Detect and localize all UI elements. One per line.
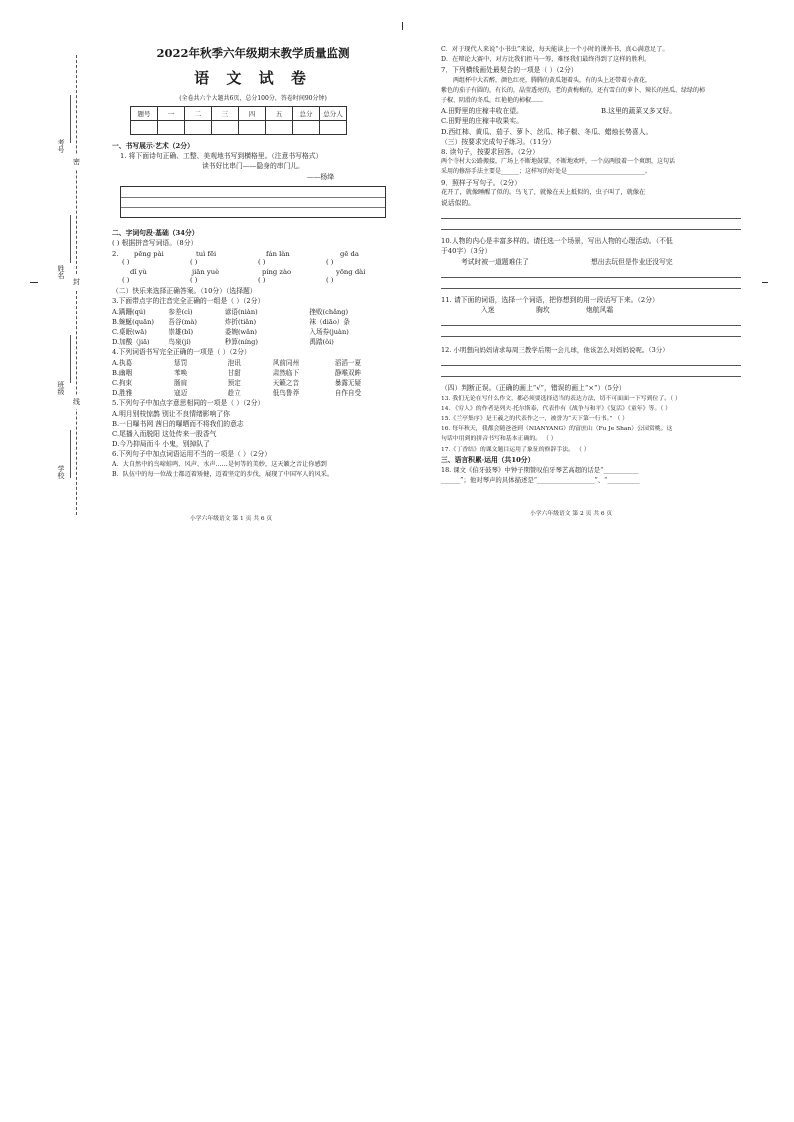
option: B.这里的蔬菜又多又好。 <box>601 107 677 116</box>
judge-item: 17.《丁香结》的课文题目运用了象征的修辞手法。 （ ） <box>441 446 590 453</box>
seal-char-mi: 密 <box>73 155 80 169</box>
question-4: 4.下列词语书写完全正确的一项是（ ）（2分） <box>112 348 251 357</box>
q3-options <box>112 307 394 348</box>
subsection-3: （三）按要求完成句子练习。（11分） <box>441 137 555 146</box>
option: B.幽咽 <box>112 368 133 377</box>
option: B.蜿蜒(quān) <box>112 317 154 326</box>
writing-box[interactable] <box>120 186 386 218</box>
option: 挫败(chǎng) <box>309 307 349 316</box>
score-header: 二 <box>185 107 212 121</box>
answer-line[interactable] <box>441 315 741 326</box>
option: 寇迈 <box>174 389 188 398</box>
option: 趁立 <box>227 389 241 398</box>
word: 炮航风霜 <box>586 306 614 315</box>
option: 泡讯 <box>227 358 241 367</box>
binding-label-banji: 班级 <box>57 381 65 395</box>
score-header: 三 <box>212 107 239 121</box>
pinyin-item: yōng dài <box>336 268 366 277</box>
answer-line[interactable] <box>441 326 741 337</box>
kaohao-line <box>70 95 71 143</box>
option: 惩罚 <box>174 358 188 367</box>
binding-label-xuexiao: 学校 <box>57 465 65 479</box>
score-table <box>130 106 347 135</box>
question-10: 10.人物的内心是丰富多样的。请任选一个场景，写出人物的心理活动。（不低 <box>441 237 673 246</box>
page-footer-2: 小学六年级语文 第 2 页 共 6 页 <box>530 511 613 517</box>
score-header: 题号 <box>131 107 158 121</box>
option: 想出去玩但是作业还没写完 <box>591 257 673 266</box>
question-5: 5.下列句子中加点字意思相同的一项是（ ）（2分） <box>112 399 265 408</box>
answer-line[interactable] <box>441 366 741 377</box>
score-cell[interactable] <box>293 121 320 135</box>
option: 自作自受 <box>334 389 362 398</box>
answer-line[interactable] <box>441 267 741 278</box>
pinyin-row-1 <box>112 250 394 258</box>
option: 苯唤 <box>174 368 188 377</box>
option: C.桌眠(wā) <box>112 328 147 337</box>
option: 炸折(tiǎn) <box>224 317 257 326</box>
score-header: 一 <box>158 107 185 121</box>
answer-row-2 <box>112 276 394 284</box>
judge-item: 16. 每年秋天，我都会随爸爸到（NIANYANG）的富庶山（Fu Je Shan）公园赏桃。这 <box>441 426 673 433</box>
option: C.拘束 <box>112 379 133 388</box>
binding-label-kaohao: 考号 <box>57 139 65 153</box>
pinyin-item: jiān yuè <box>192 268 220 277</box>
option: 崇雄(bǐ) <box>168 328 194 337</box>
word: 胸坎 <box>536 306 550 315</box>
judge-item: 14. 《穷人》的作者是列夫·托尔斯泰，代表作有《战争与和平》《复活》《童年》等。（ ） <box>441 405 671 412</box>
answer-row-1 <box>112 258 394 266</box>
option: C.田野里的庄稼丰收果实。 <box>441 117 523 126</box>
answer-line[interactable] <box>441 355 741 366</box>
registration-mark-right <box>762 282 768 283</box>
word: 入迷 <box>481 306 495 315</box>
option: 委婉(wǎn) <box>224 328 257 337</box>
pinyin-item: fán làn <box>266 250 290 259</box>
score-cell[interactable] <box>320 121 347 135</box>
score-header: 四 <box>239 107 266 121</box>
section-1-title: 一、书写展示·艺术（2分） <box>112 142 194 150</box>
answer-blank[interactable]: ( ) <box>122 258 130 267</box>
answer-blank[interactable]: ( ) <box>190 258 198 267</box>
answer-line[interactable] <box>441 278 741 289</box>
q8-text-2: 采用的修辞手法主要是______；这样写的好处是__________________________。 <box>441 168 652 176</box>
option: 预定 <box>227 379 241 388</box>
judge-item: 句话中用到的拼音书写和基本正确的。 （ ） <box>441 436 557 443</box>
option: 肃然临下 <box>272 368 300 377</box>
option: D.加酸（jiā) <box>112 338 150 347</box>
option: A.明月别枝惊鹊 别让不良情绪影响了你 <box>112 409 230 418</box>
option: A.执葛 <box>112 358 133 367</box>
option: 静喉双眸 <box>334 368 362 377</box>
score-cell[interactable] <box>131 121 158 135</box>
answer-blank[interactable]: ( ) <box>326 276 334 285</box>
subsection-4: （四）判断正误。（正确的画上“√”，错误的画上“×”）（5分） <box>441 384 626 393</box>
q7-passage-line: 紫色的茄子有圆的，有长的，晶莹透亮的，老的黄梅梅的，还有雪白的萝卜、辣长的丝瓜、绿绿的柿 <box>441 86 706 94</box>
answer-blank[interactable]: ( ) <box>190 276 198 285</box>
q9-text-2: 说话似的。 <box>441 199 475 208</box>
registration-mark-left <box>30 282 38 283</box>
question-12: 12. 小明想向妈妈请求每周三教学后期一会儿球，他该怎么对妈妈说呢。（3分） <box>441 346 669 355</box>
option: 入场券(juàn) <box>309 328 349 337</box>
score-cell[interactable] <box>185 121 212 135</box>
answer-line[interactable] <box>441 208 741 219</box>
option: 天籁之音 <box>272 379 300 388</box>
q7-passage-line: 两组杯中大若醉，颜色红亮，腾腾的黄瓜翅着头，有的头上还带着小黄花， <box>453 76 652 84</box>
judge-item: 15.《兰亭集序》是王羲之的代表作之一，被誉为“天下第一行书。” （ ） <box>441 416 629 423</box>
answer-line[interactable] <box>441 219 741 230</box>
pinyin-row-2 <box>112 268 394 276</box>
page-2 <box>441 45 741 486</box>
seal-char-feng: 封 <box>73 275 80 289</box>
score-cell[interactable] <box>158 121 185 135</box>
option: 风前同州 <box>272 358 300 367</box>
page-1 <box>112 45 394 480</box>
score-cell[interactable] <box>266 121 293 135</box>
binding-margin <box>52 55 104 515</box>
exam-title: 2022年秋季六年级期末教学质量监测 <box>156 46 350 60</box>
option: B.一日曝书网 茜日的曝晒而不将我们的意志 <box>112 419 244 428</box>
option: 低鸟鲁莽 <box>272 389 300 398</box>
binding-label-xingming: 姓名 <box>57 265 65 279</box>
answer-blank[interactable]: ( ) <box>326 258 334 267</box>
exam-subtitle: 语 文 试 卷 <box>194 69 312 87</box>
score-header: 总分人 <box>320 107 347 121</box>
page-footer-1: 小学六年级语文 第 1 页 共 6 页 <box>190 516 273 522</box>
option: 鸟泉(jí) <box>168 338 191 347</box>
option: 吾谷(mà) <box>168 317 197 326</box>
score-header: 总分 <box>293 107 320 121</box>
pinyin-item: píng zào <box>262 268 292 277</box>
xuexiao-line <box>70 430 71 478</box>
judge-item: 13. 我们无论在写什么作文，都必须要选择适当的表达方法，切不可面面一下写到位了。（ ） <box>441 395 681 402</box>
option: D.胜雅 <box>112 389 133 398</box>
option: 禹踏(ǒi) <box>309 338 334 347</box>
option: B．队伍中的每一位战士都迈着矫健，迈着坚定的步伐，展现了中国军人的风采。 <box>112 470 334 478</box>
score-header: 五 <box>266 107 293 121</box>
section-3-title: 三、语言积累·运用（共10分） <box>441 455 535 464</box>
score-cell[interactable] <box>212 121 239 135</box>
option: C．对于现代人来说“小书虫”来说，每天能读上一个小时的课外书，真心满意足了。 <box>441 46 669 53</box>
q9-text: 花开了，就像睡醒了似的。鸟飞了，就像在天上抵似的，虫子叫了，就像在 <box>441 188 646 196</box>
score-cell[interactable] <box>239 121 266 135</box>
question-3: 3.下面带点字的注音完全正确的一组是（ ）（2分） <box>112 297 265 306</box>
answer-blank[interactable]: ( ) <box>258 258 266 267</box>
q10-options <box>441 257 741 267</box>
exam-note: (全卷共六个大题共6页，总分100分，答卷时间90分钟) <box>179 95 327 102</box>
option: 袜（diāo）条 <box>309 317 350 326</box>
poem-author: ——杨绛 <box>306 172 334 181</box>
poem-text: 读书好比串门——隐身的串门儿。 <box>202 162 304 171</box>
q7-passage-line: 子椒、阴滑的冬瓜，红艳艳的柿椒…… <box>441 97 544 105</box>
pinyin-item: pēng pài <box>134 250 164 259</box>
q8-text: 两个寺村大公路搬接，广场上不断地鼓掌，不断地欢呼，一个高两股着一个爽朗，这句话 <box>441 158 676 166</box>
option: A.蹒跚(qú) <box>112 307 146 316</box>
option: 谚语(niàn) <box>224 307 258 316</box>
answer-blank[interactable]: ( ) <box>122 276 130 285</box>
question-6: 6.下列句子中加点词语运用不当的一项是（ ）（2分） <box>112 450 272 459</box>
option: C.尾播入而脱阳 这处传来一股香气 <box>112 430 217 439</box>
subsection-1: ( ) 根据拼音写词语。（8分） <box>112 239 198 248</box>
pinyin-item: gē da <box>340 250 359 259</box>
option: A.田野里的庄稼丰收在望。 <box>441 107 523 116</box>
question-7: 7．下列横线画处最契合的一项是（ ）（2分） <box>441 66 578 75</box>
answer-blank[interactable]: ( ) <box>258 276 266 285</box>
question-10-cont: 于40字）（3分） <box>441 247 492 256</box>
question-18-cont: ______”；他对琴声的具体描述是“__________________”、“__________ <box>441 476 640 485</box>
option: 考试时被一道题难住了 <box>461 257 529 266</box>
option: D．在辩论大赛中，对方比我们拒马一筹，难怪我们最终得到了这样的胜利。 <box>441 56 651 64</box>
question-1: 1. 将下面诗句正确、工整、美观地书写到横格里。（注意书写格式） <box>120 152 323 161</box>
option: D.西红柿、黄瓜、茄子、萝卜、丝瓜、柿子椒、冬瓜、蜡烛长势喜人。 <box>441 127 653 136</box>
option: 甘甜 <box>227 368 241 377</box>
option: D.今乃抑局而斗 小鬼，别掉队了 <box>112 440 210 449</box>
section-2-title: 二、字词句段·基础（34分） <box>112 228 199 237</box>
q4-options <box>112 358 394 399</box>
question-11: 11. 请下面的词语，选择一个词语，把你想到的用一段话写下来。（2分） <box>441 295 659 304</box>
pinyin-item: tuì fēi <box>196 250 217 259</box>
pinyin-item: dǐ yù <box>130 268 147 277</box>
q7-option-row <box>441 106 741 116</box>
registration-mark-top <box>402 22 403 30</box>
option: 肠肩 <box>174 379 188 388</box>
xingming-line <box>70 215 71 263</box>
question-8: 8. 读句子，按要求回答。（2分） <box>441 148 539 157</box>
q11-words <box>441 305 741 315</box>
option: A．大自然中的鸟啼蛙鸣、风声、水声……是何等的美妙，这天籁之音让你感到 <box>112 460 327 468</box>
option: 秒算(níng) <box>224 338 258 347</box>
option: 参差(cì) <box>168 307 193 316</box>
question-2-number: 2. <box>112 250 119 259</box>
subsection-2: （二）快乐来选择正确答案。（10分）（选择题） <box>112 287 257 296</box>
banji-line <box>70 335 71 383</box>
question-18: 18. 课文《伯牙鼓琴》中钟子期赞叹伯牙琴艺高超的话是“___________ <box>441 466 639 475</box>
option: 滔滔一夏 <box>334 358 362 367</box>
option: 暴露无疑 <box>334 379 362 388</box>
question-9: 9．照样子写句子。（2分） <box>441 178 522 187</box>
seal-char-xian: 线 <box>73 395 80 409</box>
